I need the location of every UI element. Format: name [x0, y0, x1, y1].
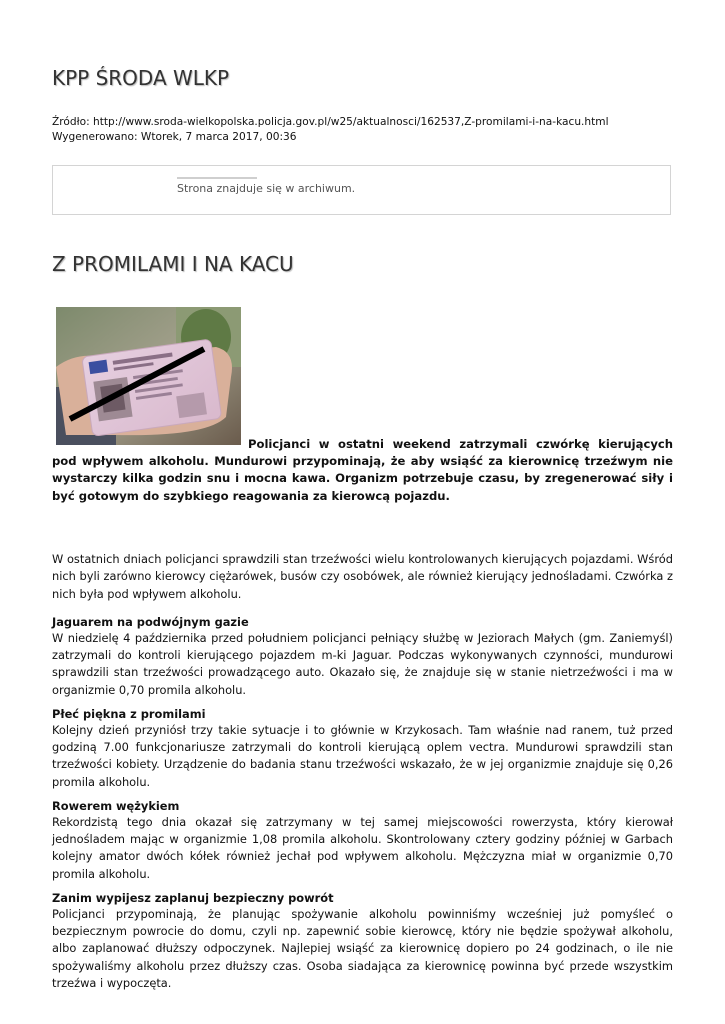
- section-heading: Płeć piękna z promilami: [52, 706, 206, 721]
- generated-line: Wygenerowano: Wtorek, 7 marca 2017, 00:36: [52, 131, 297, 143]
- article-photo: [56, 307, 241, 445]
- section: [52, 799, 673, 883]
- meta-block: [52, 115, 609, 145]
- site-title: KPP ŚRODA WLKP: [52, 66, 230, 90]
- section: [52, 891, 673, 992]
- source-line: Źródło: http://www.sroda-wielkopolska.policja.gov.pl/w25/aktualnosci/162537,Z-promilami-i-na-kacu.html: [52, 116, 609, 128]
- section: [52, 615, 673, 699]
- section-heading: Jaguarem na podwójnym gazie: [52, 614, 249, 629]
- article-title: Z PROMILAMI I NA KACU: [52, 252, 294, 276]
- section: [52, 707, 673, 791]
- section-text: Kolejny dzień przyniósł trzy takie sytuacje i to głównie w Krzykosach. Tam właśnie nad ranem, tuż przed godziną 7.00 funkcjonariusze zatrzymali do kontroli kierującą oplem vectra. Mundurowi sprawdzili stan trzeźwości kobiety. Urządzenie do badania stanu trzeźwości wskazało, że w jej organizmie znajduje się 0,26 promila alkoholu.: [52, 722, 673, 789]
- article-body: [52, 551, 673, 1000]
- archive-notice: Strona znajduje się w archiwum.: [177, 182, 356, 195]
- archive-divider: [177, 177, 257, 179]
- article-lead: Policjanci w ostatni weekend zatrzymali czwórkę kierujących pod wpływem alkoholu. Mundurowi przypominają, że aby wsiąść za kierownicę trzeźwym nie wystarczy kilka godzin snu i mocna kawa. Organizm potrzebuje czasu, by zregenerować siły i być gotowym do szybkiego reagowania za kierowcą pojazdu.: [52, 437, 673, 503]
- section-heading: Rowerem wężykiem: [52, 798, 180, 813]
- section-text: Policjanci przypominają, że planując spożywanie alkoholu powinniśmy wcześniej już pomyśleć o bezpiecznym powrocie do domu, czyli np. zapewnić sobie kierowcę, który nie będzie spożywał alkoholu, albo zaplanować dłuższy odpoczynek. Najlepiej wsiąść za kierownicę dopiero po 24 godzinach, o ile nie spożywaliśmy alkoholu przez dłuższy czas. Osoba siadająca za kierownicę powinna być przede wszystkim trzeźwa i wypoczęta.: [52, 906, 673, 990]
- intro-paragraph: W ostatnich dniach policjanci sprawdzili stan trzeźwości wielu kontrolowanych kierujących pojazdami. Wśród nich byli zarówno kierowcy ciężarówek, busów czy osobówek, ale również kierujący jednośladami. Czwórka z nich była pod wpływem alkoholu.: [52, 552, 673, 601]
- archive-notice-box: [52, 165, 671, 215]
- section-text: W niedzielę 4 października przed południem policjanci pełniący służbę w Jeziorach Małych (gm. Zaniemyśl) zatrzymali do kontroli kierującego pojazdem m-ki Jaguar. Podczas wykonywanych czynności, mundurowi sprawdzili stan trzeźwości prowadzącego auto. Okazało się, że znajduje się w stanie nietrzeźwości i ma w organizmie 0,70 promila alkoholu.: [52, 630, 673, 697]
- section-text: Rekordzistą tego dnia okazał się zatrzymany w tej samej miejscowości rowerzysta, który kierował jednośladem mając w organizmie 1,08 promila alkoholu. Skontrolowany cztery godziny później w Garbach kolejny amator dwóch kółek również jechał pod wpływem alkoholu. Mężczyzna miał w organizmie 0,70 promila alkoholu.: [52, 814, 673, 881]
- section-heading: Zanim wypijesz zaplanuj bezpieczny powrót: [52, 890, 334, 905]
- driving-licence-photo: [56, 307, 241, 445]
